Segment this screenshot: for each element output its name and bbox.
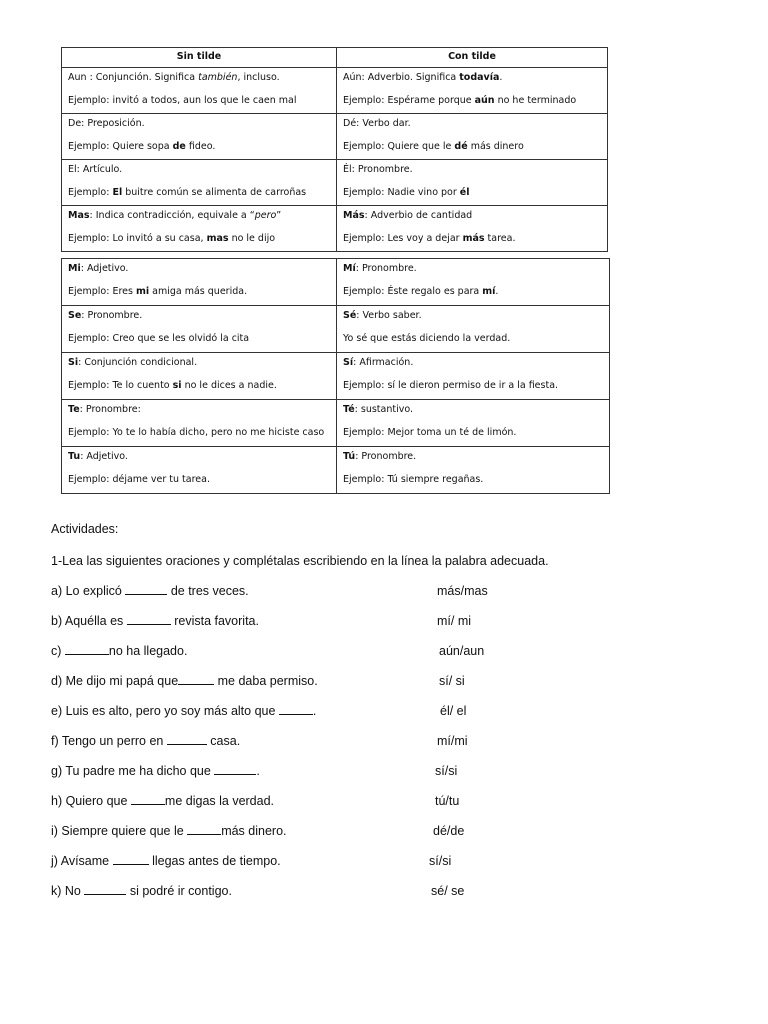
exercise-text-end: . bbox=[312, 704, 317, 718]
definition-text: : Pronombre. bbox=[355, 451, 417, 462]
example-line bbox=[343, 187, 601, 199]
answer-blank[interactable] bbox=[131, 794, 165, 805]
exercise-text-end: me digas la verdad. bbox=[164, 794, 275, 808]
exercise-item bbox=[51, 704, 316, 718]
cell-sin-tilde bbox=[62, 306, 337, 353]
example-keyword: mas bbox=[206, 233, 229, 244]
cell-con-tilde bbox=[337, 306, 610, 353]
exercise-text: g) Tu padre me ha dicho que bbox=[51, 764, 215, 778]
answer-blank[interactable] bbox=[84, 884, 126, 895]
definition-text-end: , incluso. bbox=[237, 72, 280, 83]
cell-con-tilde bbox=[337, 160, 608, 206]
example-line bbox=[343, 380, 603, 392]
example-line bbox=[343, 333, 603, 345]
word: Te bbox=[68, 404, 80, 415]
definition-text: : Verbo dar. bbox=[356, 118, 411, 129]
example-keyword: de bbox=[172, 141, 186, 152]
cell-sin-tilde bbox=[62, 160, 337, 206]
answer-options: sí/si bbox=[435, 764, 458, 778]
word: Si bbox=[68, 357, 79, 368]
definition-line bbox=[68, 72, 330, 84]
exercise-text: a) Lo explicó bbox=[51, 584, 126, 598]
cell-sin-tilde bbox=[62, 68, 337, 114]
cell-con-tilde bbox=[337, 114, 608, 160]
answer-blank[interactable] bbox=[113, 854, 149, 865]
exercise-text: c) bbox=[51, 644, 65, 658]
example-text-end: tarea. bbox=[484, 233, 516, 244]
exercise-text-end: llegas antes de tiempo. bbox=[148, 854, 281, 868]
definition-text: : Adverbio de cantidad bbox=[364, 210, 473, 221]
cell-sin-tilde bbox=[62, 400, 337, 447]
answer-options: él/ el bbox=[440, 704, 467, 718]
example-text-end: más dinero bbox=[467, 141, 524, 152]
example-line bbox=[68, 427, 330, 439]
table-row bbox=[62, 353, 610, 400]
activities-instruction: 1-Lea las siguientes oraciones y complétalas escribiendo en la línea la palabra adecuada. bbox=[51, 554, 549, 568]
definition-text: : Conjunción. Significa bbox=[86, 72, 199, 83]
example-text: Ejemplo: Mejor toma un té de limón. bbox=[343, 427, 517, 438]
exercise-text: k) No bbox=[51, 884, 85, 898]
example-line bbox=[343, 286, 603, 298]
definition-line bbox=[343, 310, 603, 322]
word: Mi bbox=[68, 263, 81, 274]
answer-options: sí/ si bbox=[439, 674, 465, 688]
tilde-table-bottom bbox=[61, 258, 610, 494]
table-row bbox=[62, 259, 610, 306]
tilde-table-top bbox=[61, 47, 608, 252]
exercise-text: d) Me dijo mi papá que bbox=[51, 674, 179, 688]
definition-text: : Afirmación. bbox=[353, 357, 414, 368]
answer-blank[interactable] bbox=[125, 584, 167, 595]
example-line bbox=[343, 233, 601, 245]
answer-options: mí/mi bbox=[437, 734, 468, 748]
example-text-end: no le dices a nadie. bbox=[181, 380, 277, 391]
cell-con-tilde bbox=[337, 353, 610, 400]
exercise-text: h) Quiero que bbox=[51, 794, 131, 808]
definition-text-end: ” bbox=[276, 210, 282, 221]
exercise-item bbox=[51, 644, 187, 658]
word: Tú bbox=[343, 451, 356, 462]
answer-blank[interactable] bbox=[167, 734, 207, 745]
exercise-item bbox=[51, 794, 274, 808]
example-text: Ejemplo: Quiere sopa bbox=[68, 141, 173, 152]
answer-blank[interactable] bbox=[187, 824, 221, 835]
activities-title: Actividades: bbox=[51, 522, 119, 536]
example-keyword: él bbox=[459, 187, 470, 198]
exercise-text-end: de tres veces. bbox=[167, 584, 249, 598]
definition-line bbox=[343, 404, 603, 416]
answer-options: dé/de bbox=[433, 824, 465, 838]
exercise-text-end: me daba permiso. bbox=[214, 674, 318, 688]
example-line bbox=[68, 380, 330, 392]
definition-text: : sustantivo. bbox=[354, 404, 414, 415]
table-row bbox=[62, 68, 608, 114]
definition-line bbox=[68, 357, 330, 369]
word: Aún bbox=[343, 72, 362, 83]
definition-text: : Preposición. bbox=[81, 118, 145, 129]
example-text: Ejemplo: Espérame porque bbox=[343, 95, 475, 106]
header-con-tilde: Con tilde bbox=[337, 48, 608, 68]
exercise-text: j) Avísame bbox=[51, 854, 113, 868]
header-sin-tilde: Sin tilde bbox=[62, 48, 337, 68]
example-line bbox=[68, 141, 330, 153]
exercise-text-end: no ha llegado. bbox=[108, 644, 188, 658]
example-line bbox=[68, 474, 330, 486]
word: El bbox=[68, 164, 77, 175]
example-line bbox=[68, 233, 330, 245]
exercise-text: e) Luis es alto, pero yo soy más alto que bbox=[51, 704, 279, 718]
example-line bbox=[343, 474, 603, 486]
cell-con-tilde bbox=[337, 68, 608, 114]
answer-blank[interactable] bbox=[214, 764, 256, 775]
definition-bold: todavía bbox=[459, 72, 500, 83]
exercise-text: b) Aquélla es bbox=[51, 614, 127, 628]
word: Mí bbox=[343, 263, 356, 274]
answer-options: mí/ mi bbox=[437, 614, 472, 628]
cell-sin-tilde bbox=[62, 114, 337, 160]
exercise-text: f) Tengo un perro en bbox=[51, 734, 167, 748]
definition-text: : Adjetivo. bbox=[80, 451, 128, 462]
example-text: Ejemplo: Éste regalo es para bbox=[343, 286, 483, 297]
example-line bbox=[343, 141, 601, 153]
definition-line bbox=[68, 310, 330, 322]
example-text-end: buitre común se alimenta de carroñas bbox=[122, 187, 307, 198]
answer-options: tú/tu bbox=[435, 794, 460, 808]
example-line bbox=[68, 286, 330, 298]
cell-sin-tilde bbox=[62, 206, 337, 252]
exercise-item bbox=[51, 884, 232, 898]
cell-con-tilde bbox=[337, 447, 610, 494]
example-line bbox=[68, 187, 330, 199]
cell-con-tilde bbox=[337, 259, 610, 306]
definition-text: : Pronombre. bbox=[81, 310, 143, 321]
exercise-item bbox=[51, 764, 260, 778]
example-text-end: no le dijo bbox=[228, 233, 276, 244]
example-text: Ejemplo: Nadie vino por bbox=[343, 187, 460, 198]
answer-blank[interactable] bbox=[127, 614, 171, 625]
answer-options: aún/aun bbox=[439, 644, 485, 658]
word: Tu bbox=[68, 451, 81, 462]
exercise-item bbox=[51, 824, 287, 838]
cell-sin-tilde bbox=[62, 353, 337, 400]
word: Se bbox=[68, 310, 82, 321]
definition-text: : Indica contradicción, equivale a “ bbox=[89, 210, 255, 221]
exercise-text-end: más dinero. bbox=[221, 824, 287, 838]
definition-line bbox=[68, 210, 330, 222]
exercise-item bbox=[51, 854, 281, 868]
exercise-item bbox=[51, 674, 318, 688]
exercise-text-end: . bbox=[256, 764, 260, 778]
example-text-end: no he terminado bbox=[494, 95, 577, 106]
cell-con-tilde bbox=[337, 206, 608, 252]
example-text: Ejemplo: Tú siempre regañas. bbox=[343, 474, 484, 485]
exercise-item bbox=[51, 614, 259, 628]
exercise-item bbox=[51, 734, 240, 748]
table-row bbox=[62, 206, 608, 252]
definition-text: : Pronombre: bbox=[79, 404, 141, 415]
example-text: Yo sé que estás diciendo la verdad. bbox=[343, 333, 511, 344]
definition-line bbox=[343, 263, 603, 275]
example-text: Ejemplo: Les voy a dejar bbox=[343, 233, 463, 244]
answer-options: más/mas bbox=[437, 584, 488, 598]
example-text: Ejemplo: Creo que se les olvidó la cita bbox=[68, 333, 250, 344]
definition-emphasis: también bbox=[198, 72, 238, 83]
word: Té bbox=[343, 404, 355, 415]
example-keyword: aún bbox=[474, 95, 495, 106]
example-text: Ejemplo: Yo te lo había dicho, pero no me hiciste caso bbox=[68, 427, 325, 438]
example-text: Ejemplo: déjame ver tu tarea. bbox=[68, 474, 210, 485]
definition-line bbox=[343, 357, 603, 369]
definition-text: : Verbo saber. bbox=[356, 310, 422, 321]
example-keyword: mi bbox=[135, 286, 150, 297]
table-row bbox=[62, 400, 610, 447]
example-text: Ejemplo: Quiere que le bbox=[343, 141, 455, 152]
answer-blank[interactable] bbox=[65, 644, 109, 655]
definition-line bbox=[68, 164, 330, 176]
word: Más bbox=[343, 210, 365, 221]
definition-line bbox=[343, 164, 601, 176]
definition-text: : Adjetivo. bbox=[80, 263, 129, 274]
example-text: Ejemplo: Te lo cuento bbox=[68, 380, 173, 391]
definition-line bbox=[68, 118, 330, 130]
example-keyword: El bbox=[112, 187, 123, 198]
example-line bbox=[68, 333, 330, 345]
definition-text: : Artículo. bbox=[76, 164, 123, 175]
exercise-text-end: revista favorita. bbox=[170, 614, 259, 628]
example-text: Ejemplo: Eres bbox=[68, 286, 136, 297]
word: Él bbox=[343, 164, 352, 175]
definition-line bbox=[68, 404, 330, 416]
example-text-end: amiga más querida. bbox=[149, 286, 248, 297]
word: Sé bbox=[343, 310, 357, 321]
exercise-text-end: si podré ir contigo. bbox=[126, 884, 232, 898]
word: Sí bbox=[343, 357, 354, 368]
cell-sin-tilde bbox=[62, 259, 337, 306]
answer-blank[interactable] bbox=[279, 704, 313, 715]
definition-line bbox=[343, 210, 601, 222]
example-keyword: más bbox=[462, 233, 485, 244]
definition-line bbox=[68, 451, 330, 463]
exercise-item bbox=[51, 584, 249, 598]
definition-text-end: . bbox=[499, 72, 503, 83]
example-text: Ejemplo: Lo invitó a su casa, bbox=[68, 233, 207, 244]
exercise-text-end: casa. bbox=[206, 734, 241, 748]
example-line bbox=[343, 95, 601, 107]
example-line bbox=[343, 427, 603, 439]
example-text-end: fideo. bbox=[185, 141, 216, 152]
example-text-end: . bbox=[495, 286, 499, 297]
word: Aun bbox=[68, 72, 87, 83]
answer-blank[interactable] bbox=[178, 674, 214, 685]
table-row bbox=[62, 447, 610, 494]
word: De bbox=[68, 118, 82, 129]
table-row bbox=[62, 160, 608, 206]
cell-sin-tilde bbox=[62, 447, 337, 494]
definition-text: : Pronombre. bbox=[351, 164, 413, 175]
example-line bbox=[68, 95, 330, 107]
word: Mas bbox=[68, 210, 90, 221]
definition-line bbox=[68, 263, 330, 275]
definition-line bbox=[343, 451, 603, 463]
definition-emphasis: pero bbox=[254, 210, 277, 221]
answer-options: sí/si bbox=[429, 854, 452, 868]
example-text: Ejemplo: sí le dieron permiso de ir a la fiesta. bbox=[343, 380, 559, 391]
definition-text: : Adverbio. Significa bbox=[361, 72, 460, 83]
table-row bbox=[62, 114, 608, 160]
word: Dé bbox=[343, 118, 357, 129]
answer-options: sé/ se bbox=[431, 884, 465, 898]
definition-text: : Conjunción condicional. bbox=[78, 357, 198, 368]
example-text: Ejemplo: bbox=[68, 187, 113, 198]
definition-line bbox=[343, 118, 601, 130]
exercise-text: i) Siempre quiere que le bbox=[51, 824, 188, 838]
table-header-row bbox=[62, 48, 608, 68]
table-row bbox=[62, 306, 610, 353]
example-text: Ejemplo: invitó a todos, aun los que le caen mal bbox=[68, 95, 297, 106]
example-keyword: si bbox=[172, 380, 182, 391]
cell-con-tilde bbox=[337, 400, 610, 447]
example-keyword: dé bbox=[454, 141, 468, 152]
example-keyword: mí bbox=[482, 286, 496, 297]
definition-text: : Pronombre. bbox=[355, 263, 417, 274]
definition-line bbox=[343, 72, 601, 84]
